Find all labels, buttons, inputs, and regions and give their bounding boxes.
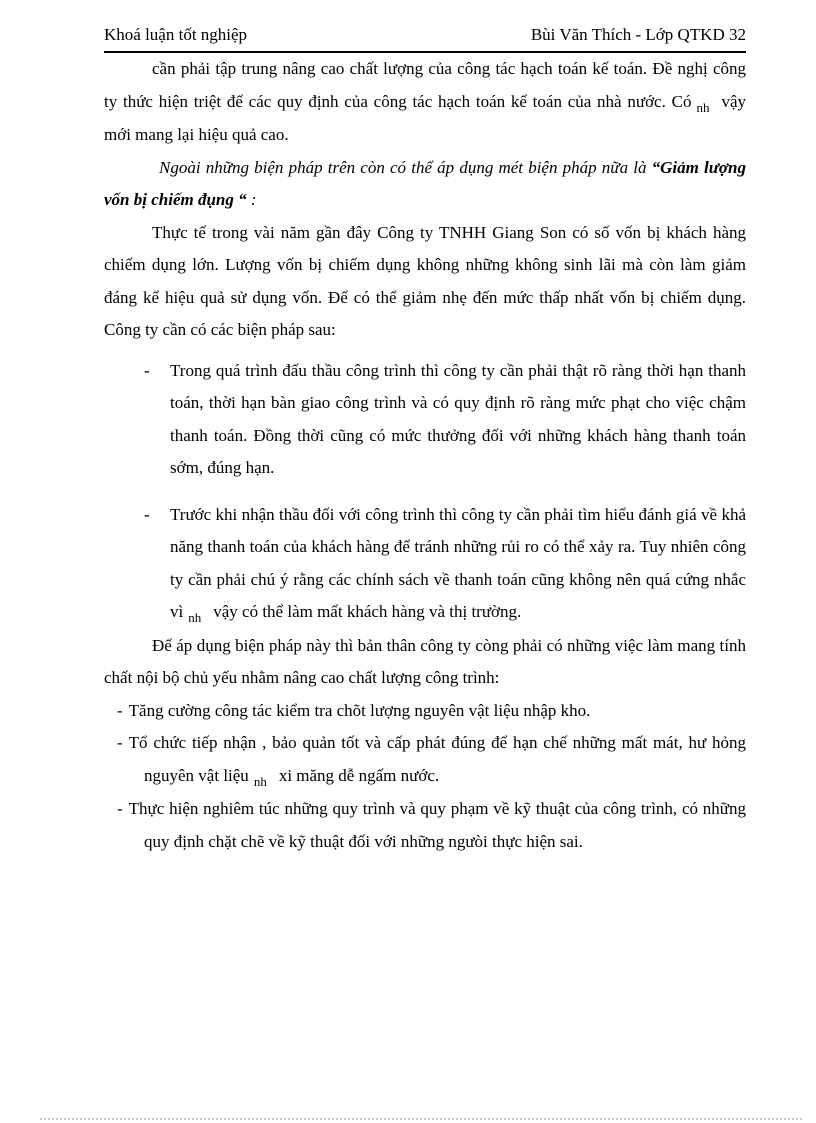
text-run: Tăng cường công tác kiểm tra chõt lượng nguyên vật liệu nhập kho. [128,700,591,720]
bullet-dash-marker: - [144,504,150,524]
dash-item-technical-rules [104,793,746,858]
document-body [104,53,746,858]
paragraph-capital-occupied: Thực tế trong vài năm gần đây Công ty TNHH Giang Son có số vốn bị khách hàng chiếm dụng lớn. Lượng vốn bị chiếm dụng không những không sinh lãi mà còn làm giảm đáng kể hiệu quả sử dụng vốn. Để có thể giảm nhẹ đến mức thấp nhất vốn bị chiếm dụng. Công ty cần có các biện pháp sau: [104,222,746,339]
paragraph-measure-intro [104,152,746,217]
text-run: Trước khi nhận thầu đối với công trình thì công ty cần phải tìm hiểu đánh giá về khả năng thanh toán của khách hàng để tránh những rủi ro có thể xảy ra. Tuy nhiên công ty cần phải chú ý rằng các chính sách về thanh toán cũng không nên quá cứng nhắc vì [170,504,746,621]
text-run: cần phải tập trung nâng cao chất lượng của công tác hạch toán kế toán. Đề nghị công ty thức hiện triệt để các quy định của công tác hạch toán kế toán của nhà nước. Có [104,59,746,111]
text-run: xi măng dễ ngấm nước. [278,765,440,785]
dash-item-material-inspection [104,695,746,728]
header-left-title: Khoá luận tốt nghiệp [104,25,248,44]
dash-item-material-storage [104,727,746,793]
text-run: Tổ chức tiếp nhận , bảo quản tốt và cấp phát đúng để hạn chế những mất mát, hư hỏng nguyên vật liệu [128,733,746,785]
emphasis-measure-title: “Giảm lượng vốn bị chiếm đụng “ [104,157,746,209]
paragraph-internal-actions: Để áp dụng biện pháp này thì bản thân công ty còng phải có những việc làm mang tính chất nội bộ chủ yếu nhằm nâng cao chất lượng công trình: [104,635,746,687]
subscript-nh: nh [188,610,202,625]
text-run: : [246,190,257,209]
list-item-text: Trong quá trình đấu thầu công trình thì công ty cần phải thật rõ ràng thời hạn thanh toán, thời hạn bàn giao công trình và có quy định rõ ràng mức phạt cho việc chậm thanh toán. Đồng thời cũng có mức thưởng đối với những khách hàng thanh toán sớm, đúng hạn. [170,360,746,477]
subscript-nh: nh [696,99,710,115]
list-item-bidding-terms [144,355,746,485]
header-right-author: Bùi Văn Thích - Lớp QTKD 32 [530,25,746,44]
dash-marker: - [117,733,123,752]
bullet-dash-marker: - [144,360,150,380]
text-run: vậy mới mang lại hiệu quả cao. [104,91,746,144]
list-item-customer-assessment [144,499,746,630]
text-run: Thực hiện nghiêm túc những quy trình và quy phạm về kỹ thuật của công trình, có những quy định chặt chẽ về kỹ thuật đối với những ngưòi thực hiện sai. [128,799,746,851]
subscript-nh: nh [253,773,267,789]
text-run: vậy có thể làm mất khách hàng và thị trường. [213,602,522,621]
dash-marker: - [117,700,123,720]
page-boundary-dotted-line [40,1118,802,1120]
paragraph-accounting-quality [104,53,746,152]
text-run: Ngoài những biện pháp trên còn có thể áp dụng mét biện pháp nữa là [159,157,652,177]
list-item-text [170,499,746,630]
page-header [104,24,746,53]
dash-marker: - [117,799,123,818]
